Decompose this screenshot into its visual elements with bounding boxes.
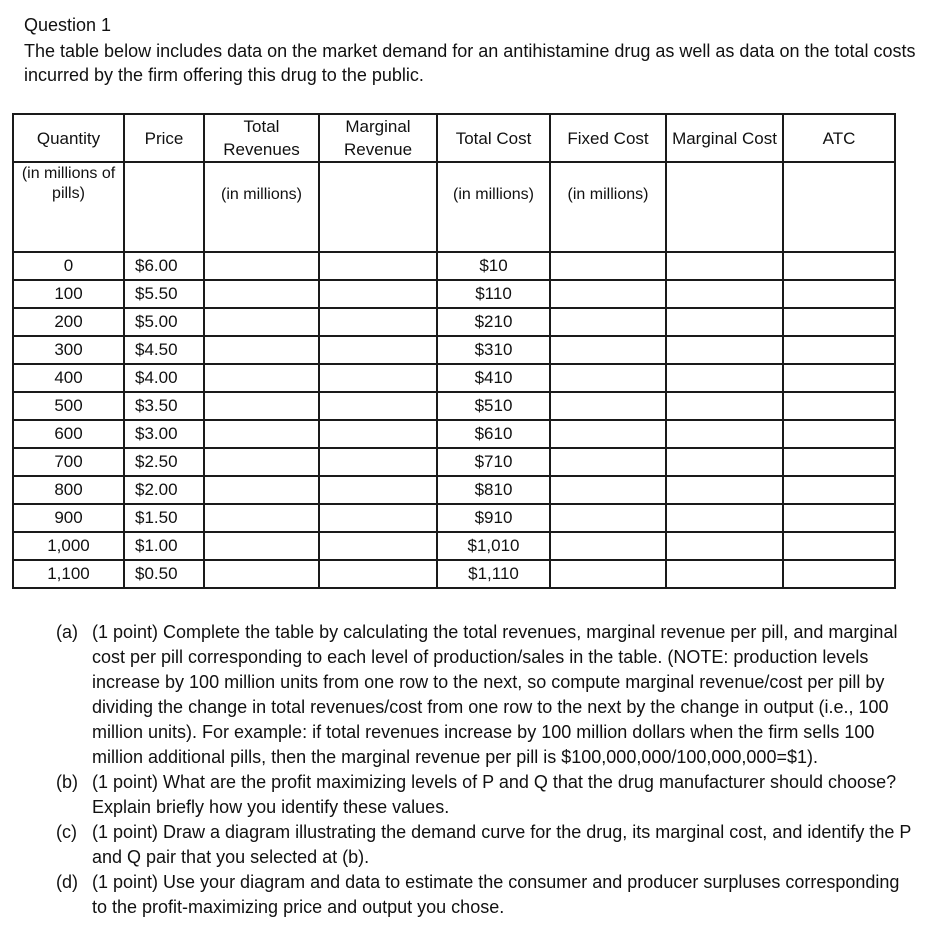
cell-marginal-cost: [666, 504, 783, 532]
table-row: [13, 280, 895, 308]
cell-total-cost: $1,010: [437, 532, 550, 560]
cell-fixed-cost: [550, 308, 666, 336]
cell-atc: [783, 420, 895, 448]
table-row: [13, 392, 895, 420]
table-row: [13, 448, 895, 476]
part-b: [56, 770, 916, 820]
cell-quantity: 800: [13, 476, 124, 504]
table-row: [13, 504, 895, 532]
question-title: Question 1: [24, 15, 112, 35]
column-header-marginal-revenue: Marginal Revenue: [319, 114, 437, 162]
cell-price: $4.00: [124, 364, 204, 392]
cell-price: $0.50: [124, 560, 204, 588]
cell-atc: [783, 448, 895, 476]
cell-atc: [783, 392, 895, 420]
cell-total-cost: $1,110: [437, 560, 550, 588]
cell-marginal-revenue: [319, 308, 437, 336]
cell-fixed-cost: [550, 336, 666, 364]
part-b-text: (1 point) What are the profit maximizing levels of P and Q that the drug manufacturer should choose? Explain briefly how you identify these values.: [92, 772, 897, 817]
cell-quantity: 1,000: [13, 532, 124, 560]
table-row: [13, 252, 895, 280]
cell-marginal-revenue: [319, 448, 437, 476]
unit-marginal-revenue: [319, 162, 437, 252]
cell-fixed-cost: [550, 420, 666, 448]
column-header-marginal-cost: Marginal Cost: [666, 114, 783, 162]
cell-quantity: 500: [13, 392, 124, 420]
cell-quantity: 700: [13, 448, 124, 476]
cell-marginal-revenue: [319, 476, 437, 504]
table-row: [13, 420, 895, 448]
cell-quantity: 600: [13, 420, 124, 448]
cell-total-revenues: [204, 308, 319, 336]
part-c: [56, 820, 916, 870]
cell-marginal-cost: [666, 448, 783, 476]
cell-atc: [783, 252, 895, 280]
part-b-label: (b): [56, 772, 78, 792]
table-row: [13, 532, 895, 560]
cell-atc: [783, 560, 895, 588]
unit-fixed-cost: (in millions): [550, 162, 666, 252]
cell-price: $5.50: [124, 280, 204, 308]
cell-total-revenues: [204, 448, 319, 476]
unit-atc: [783, 162, 895, 252]
cell-marginal-cost: [666, 420, 783, 448]
cell-quantity: 400: [13, 364, 124, 392]
cell-atc: [783, 504, 895, 532]
question-intro: The table below includes data on the market demand for an antihistamine drug as well as data on the total costs incurred by the firm offering this drug to the public.: [24, 41, 916, 85]
cell-marginal-cost: [666, 532, 783, 560]
table-row: [13, 308, 895, 336]
cell-marginal-revenue: [319, 392, 437, 420]
table-row: [13, 336, 895, 364]
cell-total-revenues: [204, 392, 319, 420]
question-parts: [56, 620, 916, 920]
table-header-row: [13, 114, 895, 162]
part-d-text: (1 point) Use your diagram and data to estimate the consumer and producer surpluses corresponding to the profit-maximizing price and output you chose.: [92, 872, 900, 917]
cell-atc: [783, 336, 895, 364]
cell-quantity: 1,100: [13, 560, 124, 588]
unit-marginal-cost: [666, 162, 783, 252]
unit-total-revenues: (in millions): [204, 162, 319, 252]
part-d-label: (d): [56, 872, 78, 892]
cell-total-revenues: [204, 504, 319, 532]
cell-price: $3.00: [124, 420, 204, 448]
cell-marginal-revenue: [319, 420, 437, 448]
cell-total-cost: $110: [437, 280, 550, 308]
unit-price: [124, 162, 204, 252]
table-row: [13, 364, 895, 392]
cell-fixed-cost: [550, 280, 666, 308]
cell-total-cost: $310: [437, 336, 550, 364]
cell-fixed-cost: [550, 476, 666, 504]
cell-fixed-cost: [550, 560, 666, 588]
cell-marginal-cost: [666, 392, 783, 420]
part-c-text: (1 point) Draw a diagram illustrating the demand curve for the drug, its marginal cost, and identify the P and Q pair that you selected at (b).: [92, 822, 912, 867]
cell-atc: [783, 532, 895, 560]
cell-total-cost: $510: [437, 392, 550, 420]
cell-price: $6.00: [124, 252, 204, 280]
cell-marginal-cost: [666, 476, 783, 504]
part-c-label: (c): [56, 822, 77, 842]
column-header-fixed-cost: Fixed Cost: [550, 114, 666, 162]
cell-total-revenues: [204, 280, 319, 308]
part-a-text: (1 point) Complete the table by calculating the total revenues, marginal revenue per pill, and marginal cost per pill corresponding to each level of production/sales in the table. (NOTE: production levels increase by 100 million units from one row to the next, so compute marginal revenue/cost per pill by dividing the change in total revenues/cost from one row to the next by the change in output (i.e., 100 million units). For example: if total revenues increase by 100 million dollars when the firm sells 100 million additional pills, then the marginal revenue per pill is $100,000,000/100,000,000=$1).: [92, 622, 898, 767]
cell-total-cost: $410: [437, 364, 550, 392]
column-header-quantity: Quantity: [13, 114, 124, 162]
cell-atc: [783, 308, 895, 336]
cell-atc: [783, 280, 895, 308]
cell-quantity: 0: [13, 252, 124, 280]
column-header-atc: ATC: [783, 114, 895, 162]
cell-marginal-revenue: [319, 532, 437, 560]
cell-quantity: 900: [13, 504, 124, 532]
cell-total-revenues: [204, 476, 319, 504]
cell-marginal-cost: [666, 308, 783, 336]
cell-total-cost: $610: [437, 420, 550, 448]
cell-total-revenues: [204, 420, 319, 448]
column-header-total-revenues: Total Revenues: [204, 114, 319, 162]
cell-marginal-cost: [666, 280, 783, 308]
table-row: [13, 476, 895, 504]
cell-price: $1.50: [124, 504, 204, 532]
column-header-total-cost: Total Cost: [437, 114, 550, 162]
cell-total-revenues: [204, 532, 319, 560]
cell-price: $3.50: [124, 392, 204, 420]
unit-quantity: (in millions of pills): [13, 162, 124, 252]
cell-price: $1.00: [124, 532, 204, 560]
cell-marginal-revenue: [319, 252, 437, 280]
part-a-label: (a): [56, 622, 78, 642]
cell-quantity: 200: [13, 308, 124, 336]
cell-atc: [783, 364, 895, 392]
part-d: [56, 870, 916, 920]
cell-marginal-revenue: [319, 560, 437, 588]
part-a: [56, 620, 916, 770]
cell-fixed-cost: [550, 392, 666, 420]
cell-price: $2.50: [124, 448, 204, 476]
cell-price: $5.00: [124, 308, 204, 336]
column-header-price: Price: [124, 114, 204, 162]
cell-total-revenues: [204, 252, 319, 280]
cell-marginal-cost: [666, 252, 783, 280]
cell-total-revenues: [204, 560, 319, 588]
table-body: [13, 252, 895, 588]
cell-marginal-revenue: [319, 336, 437, 364]
cell-total-cost: $810: [437, 476, 550, 504]
cell-atc: [783, 476, 895, 504]
cell-marginal-cost: [666, 336, 783, 364]
cell-fixed-cost: [550, 252, 666, 280]
cell-total-revenues: [204, 364, 319, 392]
cell-quantity: 100: [13, 280, 124, 308]
cell-marginal-cost: [666, 364, 783, 392]
cell-total-cost: $10: [437, 252, 550, 280]
cell-marginal-revenue: [319, 364, 437, 392]
cell-marginal-revenue: [319, 504, 437, 532]
cell-total-cost: $910: [437, 504, 550, 532]
cell-total-cost: $210: [437, 308, 550, 336]
cell-fixed-cost: [550, 448, 666, 476]
unit-total-cost: (in millions): [437, 162, 550, 252]
table-units-row: [13, 162, 895, 252]
cell-quantity: 300: [13, 336, 124, 364]
data-table: [12, 113, 896, 589]
cell-marginal-revenue: [319, 280, 437, 308]
cell-fixed-cost: [550, 532, 666, 560]
cell-price: $2.00: [124, 476, 204, 504]
cell-price: $4.50: [124, 336, 204, 364]
cell-fixed-cost: [550, 504, 666, 532]
cell-total-cost: $710: [437, 448, 550, 476]
table-row: [13, 560, 895, 588]
cell-total-revenues: [204, 336, 319, 364]
cell-fixed-cost: [550, 364, 666, 392]
cell-marginal-cost: [666, 560, 783, 588]
